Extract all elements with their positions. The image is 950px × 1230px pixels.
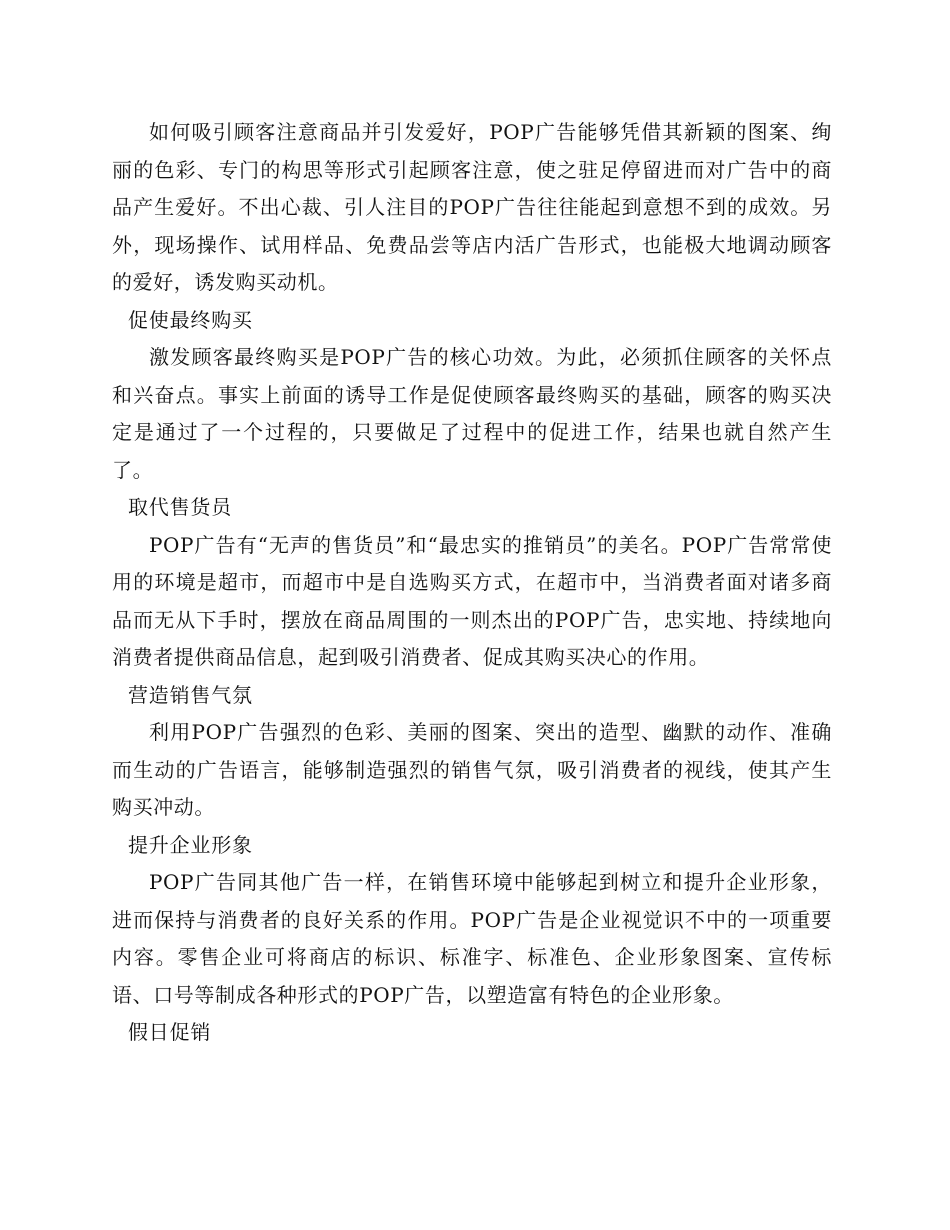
- heading-replace-salesperson: 取代售货员: [128, 495, 232, 519]
- paragraph-corporate-image: POP广告同其他广告一样，在销售环境中能够起到树立和提升企业形象，进而保持与消费者的良好关系的作用。POP广告是企业视觉识不中的一项重要内容。零售企业可将商店的标识、标准字、标准色、企业形象图案、宣传标语、口号等制成各种形式的POP广告，以塑造富有特色的企业形象。: [112, 870, 832, 1007]
- heading-promote-purchase: 促使最终购买: [128, 307, 253, 332]
- paragraph-replace-salesperson: POP广告有“无声的售货员”和“最忠实的推销员”的美名。POP广告常常使用的环境是超市，而超市中是自选购买方式，在超市中，当消费者面对诸多商品而无从下手时，摆放在商品周围的一则杰出的POP广告，忠实地、持续地向消费者提供商品信息，起到吸引消费者、促成其购买决心的作用。: [112, 532, 832, 669]
- heading-holiday-promotion: 假日促销: [128, 1020, 212, 1044]
- paragraph-attract-attention: 如何吸引顾客注意商品并引发爱好，POP广告能够凭借其新颖的图案、绚丽的色彩、专门的构思等形式引起顾客注意，使之驻足停留进而对广告中的商品产生爱好。不出心裁、引人注目的POP广告往往能起到意想不到的成效。另外，现场操作、试用样品、免费品尝等店内活广告形式，也能极大地调动顾客的爱好，诱发购买动机。: [112, 120, 832, 294]
- heading-corporate-image: 提升企业形象: [128, 832, 253, 857]
- document-body: [112, 114, 832, 1052]
- heading-sales-atmosphere: 营造销售气氛: [128, 682, 253, 707]
- paragraph-promote-purchase: 激发顾客最终购买是POP广告的核心功效。为此，必须抓住顾客的关怀点和兴奋点。事实上前面的诱导工作是促使顾客最终购买的基础，顾客的购买决定是通过了一个过程的，只要做足了过程中的促进工作，结果也就自然产生了。: [112, 345, 832, 482]
- paragraph-sales-atmosphere: 利用POP广告强烈的色彩、美丽的图案、突出的造型、幽默的动作、准确而生动的广告语言，能够制造强烈的销售气氛，吸引消费者的视线，使其产生购买冲动。: [112, 720, 832, 819]
